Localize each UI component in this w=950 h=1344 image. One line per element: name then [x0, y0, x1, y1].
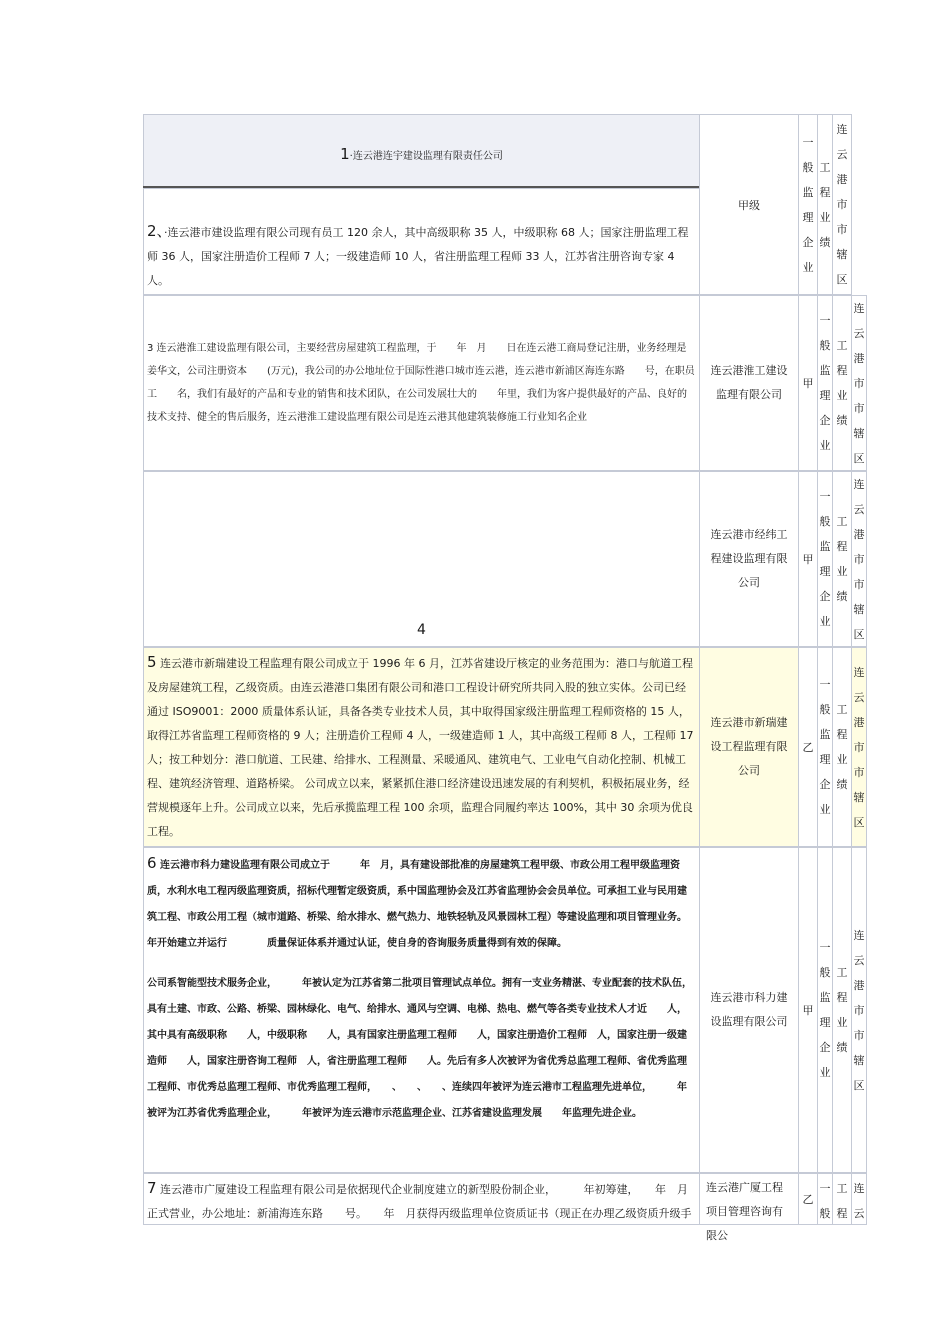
row6-desc-cell — [143, 847, 712, 1173]
row6-grade: 甲 — [802, 1004, 814, 1017]
row3-type: 一般监理企业 — [819, 314, 831, 452]
row4-type-cell — [817, 471, 833, 647]
row6-scope: 工程业绩 — [836, 966, 848, 1054]
row4-desc-cell — [143, 471, 700, 647]
row2-desc-text: ·连云港市建设监理有限公司现有员工 120 余人，其中高级职称 35 人，中级职称 68 人；国家注册监理工程师 36 人，国家注册造价工程师 7 人；一级建造师 10 人，省注册监理工程师 33 人，江苏省注册咨询专家 4 人。 — [147, 226, 689, 287]
row3-region-cell — [851, 295, 867, 471]
row3-grade-cell — [798, 295, 818, 471]
row1-number: 1 — [340, 145, 350, 163]
row6-desc-b: 公司系智能型技术服务企业， 年被认定为江苏省第二批项目管理试点单位。拥有一支业务精湛、专业配套的技术队伍，具有土建、市政、公路、桥梁、园林绿化、电气、给排水、通风与空调、电梯、热电、燃气等各类专业技术人才近 人，其中具有高级职称 人，中级职称 人，具有国家注册监理工程师 人，国家注册造价工程师 人，国家注册一级建造师 人，国家注册咨询工程师 人，省注册监理工程师 人。先后有多人次被评为省优秀总监理工程师、省优秀监理工程师、市优秀总监理工程师、市优秀监理工程师， 、 、 、连续四年被评为连云港市工程监理先进单位， 年被评为江苏省优秀监理企业， 年被评为连云港市示范监理企业、江苏省建设监理发展 年监理先进企业。 — [147, 978, 692, 1119]
row5-type-cell — [817, 647, 833, 847]
row3-company-name: 连云港淮工建设监理有限公司 — [710, 364, 788, 401]
row6-grade-cell — [798, 847, 818, 1173]
row4-region-cell — [851, 471, 867, 647]
row1-scope-cell — [817, 114, 833, 295]
row5-grade-cell — [798, 647, 818, 847]
row7-type-cell — [817, 1173, 833, 1225]
row7-grade-cell — [798, 1173, 818, 1225]
row7-desc-text: 连云港市广厦建设工程监理有限公司是依据现代企业制度建立的新型股份制企业， 年初筹建， 年 月正式营业，办公地址：新浦海连东路 号。 年 月获得丙级监理单位资质证书（现正在办理乙级资质升级手 — [147, 1183, 692, 1220]
row6-number: 6 — [147, 854, 157, 872]
row6-type: 一般监理企业 — [819, 941, 831, 1079]
row4-name-cell — [699, 471, 799, 647]
row2-desc — [144, 189, 699, 293]
row3-desc: 3 连云港淮工建设监理有限公司，主要经营房屋建筑工程监理，于 年 月 日在连云港工商局登记注册，业务经理是姜华文，公司注册资本 (万元)，我公司的办公地址位于国际性港口城市连云港，连云港市新浦区海连东路 号，在职员工 名，我们有最好的产品和专业的销售和技术团队，在公司发展壮大的 年里，我们为客户提供最好的产品、良好的技术支持、健全的售后服务，连云港淮工建设监理有限公司是连云港其他建筑装修施工行业知名企业 — [147, 343, 695, 423]
row4-grade-cell — [798, 471, 818, 647]
row1-region-cell — [832, 114, 852, 295]
row4-company-name: 连云港市经纬工程建设监理有限公司 — [710, 528, 788, 589]
row5-company-name: 连云港市新瑞建设工程监理有限公司 — [710, 716, 788, 777]
row2-number: 2、 — [147, 222, 165, 240]
row3-name-cell — [699, 295, 799, 471]
row1-type: 一般监理企业 — [802, 135, 814, 274]
row5-region-cell — [851, 647, 867, 847]
row5-scope: 工程业绩 — [836, 703, 848, 791]
row5-desc-text: 连云港市新瑞建设工程监理有限公司成立于 1996 年 6 月，江苏省建设厅核定的业务范围为：港口与航道工程及房屋建筑工程，乙级资质。由连云港港口集团有限公司和港口工程设计研究所共同入股的独立实体。公司已经通过 ISO9001：2000 质量体系认证，具备各类专业技术人员，其中取得国家级注册监理工程师资格的 15 人，取得江苏省监理工程师资格的 9 人；注册造价工程师 4 人，一级建造师 1 人，其中高级工程师 8 人，工程师 17 人；按工种划分：港口航道、工民建、给排水、工程测量、采暖通风、建筑电气、工业电气自动化控制、机械工程、建筑经济管理、道路桥梁。 公司成立以来，紧紧抓住港口经济建设迅速发展的有利契机，积极拓展业务，经营规模逐年上升。公司成立以来，先后承揽监理工程 100 余项，监理合同履约率达 100%，其中 30 余项为优良工程。 — [147, 657, 694, 838]
row5-scope-cell — [832, 647, 852, 847]
row1-grade-cell — [699, 114, 799, 295]
row6-name-cell — [699, 847, 799, 1173]
row7-region: 连云 — [853, 1182, 865, 1220]
row6-scope-cell — [832, 847, 852, 1173]
row6-company-name: 连云港市科力建设监理有限公司 — [710, 991, 788, 1028]
row4-grade: 甲 — [802, 553, 814, 566]
row7-region-cell — [851, 1173, 867, 1225]
row7-company-name: 连云港广厦工程项目管理咨询有限公 — [706, 1181, 783, 1242]
row1-region: 连云港市市辖区 — [836, 123, 848, 286]
row1-grade: 甲级 — [738, 198, 760, 212]
row7-name-cell — [699, 1173, 799, 1242]
row7-scope-cell — [832, 1173, 852, 1225]
row7-scope: 工程 — [836, 1182, 848, 1220]
row5-region: 连云港市市辖区 — [853, 665, 865, 829]
row7-number: 7 — [147, 1179, 157, 1197]
row5-number: 5 — [147, 653, 157, 671]
row1-scope: 工程业绩 — [819, 160, 831, 249]
row4-scope-cell — [832, 471, 852, 647]
row3-scope: 工程业绩 — [836, 339, 848, 427]
row4-type: 一般监理企业 — [819, 490, 831, 628]
row5-type: 一般监理企业 — [819, 678, 831, 816]
row6-desc-a-text: 连云港市科力建设监理有限公司成立于 年 月，具有建设部批准的房屋建筑工程甲级、市政公用工程甲级监理资质，水利水电工程丙级监理资质，招标代理暂定级资质，系中国监理协会及江苏省监理协会会员单位。可承担工业与民用建筑工程、市政公用工程（城市道路、桥梁、给水排水、燃气热力、地铁轻轨及风景园林工程）等建设监理和项目管理业务。 年开始建立并运行 质量保证体系并通过认证，使自身的咨询服务质量得到有效的保障。 — [147, 860, 712, 949]
row1-company: ·连云港连宇建设监理有限责任公司 — [349, 151, 503, 162]
row6-region-cell — [851, 847, 867, 1173]
row3-scope-cell — [832, 295, 852, 471]
row3-grade: 甲 — [802, 377, 814, 390]
row1-desc-cell — [143, 114, 700, 187]
row4-number: 4 — [417, 622, 426, 638]
row5-desc — [144, 648, 699, 844]
row3-region: 连云港市市辖区 — [853, 301, 865, 465]
row5-desc-cell — [143, 647, 700, 847]
row1-type-cell — [798, 114, 818, 295]
row5-name-cell — [699, 647, 799, 847]
row3-desc-cell — [143, 295, 700, 471]
row7-type: 一般 — [819, 1182, 831, 1220]
row6-region: 连云港市市辖区 — [853, 928, 865, 1092]
row7-grade: 乙 — [802, 1193, 814, 1206]
row2-desc-cell — [143, 188, 700, 295]
row6-desc-a — [144, 848, 712, 957]
row1-desc-line — [144, 115, 699, 163]
row3-type-cell — [817, 295, 833, 471]
row4-scope: 工程业绩 — [836, 515, 848, 603]
row6-type-cell — [817, 847, 833, 1173]
row7-desc — [144, 1174, 699, 1226]
row7-desc-cell — [143, 1173, 700, 1225]
row4-region: 连云港市市辖区 — [853, 477, 865, 641]
row5-grade: 乙 — [802, 741, 814, 754]
